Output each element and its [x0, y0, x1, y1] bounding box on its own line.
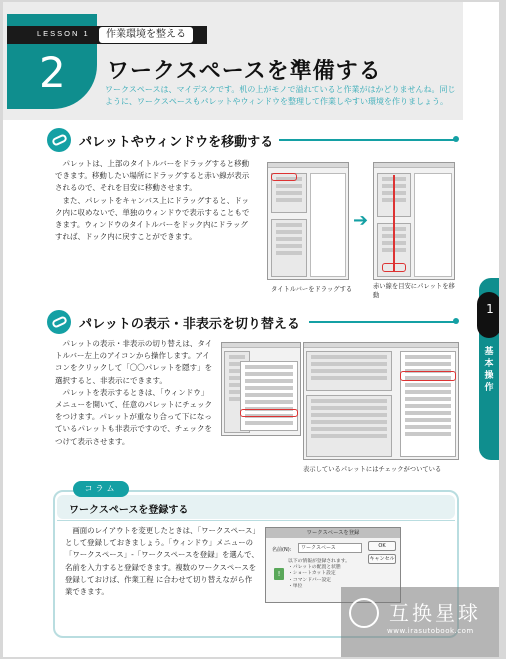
column-badge: コラム [73, 481, 129, 497]
section1-body [55, 158, 255, 243]
column-title: ワークスペースを登録する [69, 505, 189, 516]
dialog-note: 以下の情報が登録されます。 ・パレットの配置と状態 ・ショートカット設定 ・コマンドバー設定 ・単位 [288, 559, 350, 589]
section2-paragraph: パレットの表示・非表示の切り替えは、タイトルバー左上のアイコンから操作します。アイコンをクリックして「〇〇パレットを隠す」を選択すると、非表示にできます。 [55, 339, 213, 385]
chapter-label: 基本操作 [484, 347, 494, 393]
screenshot-window-menu [303, 342, 459, 460]
lesson-subtitle: 作業環境を整える [98, 26, 194, 44]
highlight-box [271, 173, 297, 181]
paperclip-icon [47, 310, 71, 334]
intro-text: ワークスペースは、マイデスクです。机の上がモノで溢れていると作業がはかどりませんね。同じように、ワークスペースもパレットやウィンドウを整理して作業しやすい環境を作りましょう。 [105, 85, 456, 106]
section1-heading [47, 128, 459, 152]
dialog-title: ワークスペースを登録 [266, 528, 400, 538]
page-title: ワークスペースを準備する [107, 59, 382, 84]
red-guide-line [393, 175, 395, 271]
caption-drag: タイトルバーをドラッグする [271, 286, 353, 293]
section-rule [279, 139, 455, 141]
lesson-label: LESSON 1 [37, 29, 90, 38]
section-dot [453, 136, 459, 142]
watermark-text: 互换星球 [389, 601, 481, 625]
caption-checked: 表示しているパレットにはチェックがついている [303, 466, 442, 473]
watermark-url: www.irasutobook.com [387, 627, 474, 635]
highlight-box [382, 263, 406, 272]
window-menu [400, 351, 456, 457]
section2-body [55, 338, 213, 448]
section-rule [309, 321, 455, 323]
arrow-right-icon: ➔ [353, 210, 369, 231]
ok-button[interactable]: OK [368, 541, 396, 551]
section2-title: パレットの表示・非表示を切り替える [79, 317, 300, 332]
screenshot-palette-menu [221, 342, 301, 436]
section-dot [453, 318, 459, 324]
highlight-box [400, 371, 456, 381]
dialog-name-input[interactable]: ワークスペース [298, 543, 362, 553]
column-divider [57, 520, 455, 521]
section2-paragraph: パレットを表示するときは、「ウィンドウ」メニューを開いて、任意のパレットにチェックをつけます。パレットが重なり合って下になっているパレットも非表示ですので、チェックをつけて表示させます。 [55, 387, 213, 446]
page [3, 2, 499, 657]
info-icon: ! [274, 568, 284, 580]
caption-red-line: 赤い線を目安にパレットを移動 [373, 283, 455, 299]
screenshot-red-line [373, 162, 455, 280]
watermark-logo-icon [349, 598, 379, 628]
screenshot-drag-titlebar [267, 162, 349, 280]
column-body: 画面のレイアウトを変更したときは、「ワークスペース」として登録しておきましょう。「ウィンドウ」メニューの「ワークスペース」-「ワークスペースを登録」を選んで、名前を入力すると登録できます。複数のワークスペースを登録しておけば、作業工程 に合わせて切り替えながら作業できます。 [65, 526, 259, 597]
section2-heading [47, 310, 459, 334]
context-menu [240, 361, 298, 431]
dialog-name-label: 名前(N): [272, 547, 292, 553]
section1-paragraph: パレットは、上部のタイトルバーをドラッグすると移動できます。移動したい場所にドラッグすると赤い線が表示されるので、それを目安に移動させます。 [55, 159, 250, 193]
cancel-button[interactable]: キャンセル [369, 556, 395, 562]
chapter-number: 1 [486, 302, 494, 316]
lesson-number: 2 [39, 48, 66, 97]
section1-title: パレットやウィンドウを移動する [79, 135, 274, 150]
section1-paragraph: また、パレットをキャンバス上にドラッグすると、ドック内に収めないで、単独のウィンドウで表示することもできます。ウィンドウのタイトルバーをドック内にドラッグすれば、ドック内に戻すことができます。 [55, 195, 250, 242]
highlight-box [240, 409, 298, 417]
paperclip-icon [47, 128, 71, 152]
